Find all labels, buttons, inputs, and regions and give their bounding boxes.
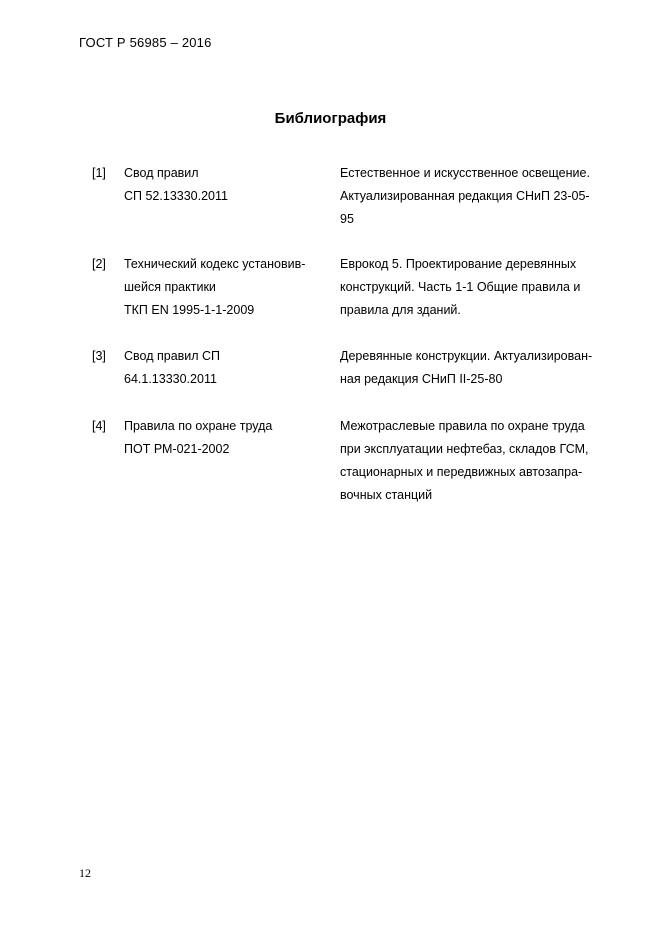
entry-description: [340, 415, 630, 507]
entry-document-line: Свод правил СП: [124, 349, 221, 363]
entry-document-line: 64.1.13330.2011: [124, 372, 217, 386]
entry-description-line: правила для зданий.: [340, 303, 461, 317]
entry-document-designation: [124, 345, 334, 391]
entry-document-line: ТКП EN 1995-1-1-2009: [124, 303, 255, 317]
entry-document-designation: [124, 253, 334, 322]
entry-description-line: вочных станций: [340, 488, 433, 502]
entry-description-line: Еврокод 5. Проектирование деревянных: [340, 257, 577, 271]
entry-description-line: Актуализированная редакция СНиП 23-05-: [340, 189, 590, 203]
entry-document-designation: [124, 415, 334, 461]
entry-description: [340, 162, 630, 231]
page-title: Библиография: [274, 110, 387, 127]
entry-document-line: ПОТ РМ-021-2002: [124, 442, 230, 456]
entry-document-line: Свод правил: [124, 166, 199, 180]
entry-description-line: Межотраслевые правила по охране труда: [340, 419, 585, 433]
entry-number: [3]: [92, 349, 106, 363]
entry-description-line: ная редакция СНиП II-25-80: [340, 372, 503, 386]
entry-document-line: Технический кодекс установив-: [124, 257, 306, 271]
entry-description: [340, 253, 630, 322]
entry-document-line: СП 52.13330.2011: [124, 189, 228, 203]
entry-description: [340, 345, 630, 391]
entry-document-line: шейся практики: [124, 280, 216, 294]
entry-description-line: при эксплуатации нефтебаз, складов ГСМ,: [340, 442, 589, 456]
entry-document-designation: [124, 162, 334, 208]
entry-document-line: Правила по охране труда: [124, 419, 273, 433]
entry-description-line: стационарных и передвижных автозапра-: [340, 465, 583, 479]
entry-description-line: Деревянные конструкции. Актуализирован-: [340, 349, 593, 363]
document-code-header: ГОСТ Р 56985 – 2016: [79, 35, 212, 50]
entry-number: [2]: [92, 257, 106, 271]
entry-description-line: Естественное и искусственное освещение.: [340, 166, 590, 180]
page-number: 12: [79, 866, 91, 880]
entry-description-line: 95: [340, 212, 354, 226]
entry-number: [4]: [92, 419, 106, 433]
entry-number: [1]: [92, 166, 106, 180]
entry-description-line: конструкций. Часть 1-1 Общие правила и: [340, 280, 581, 294]
